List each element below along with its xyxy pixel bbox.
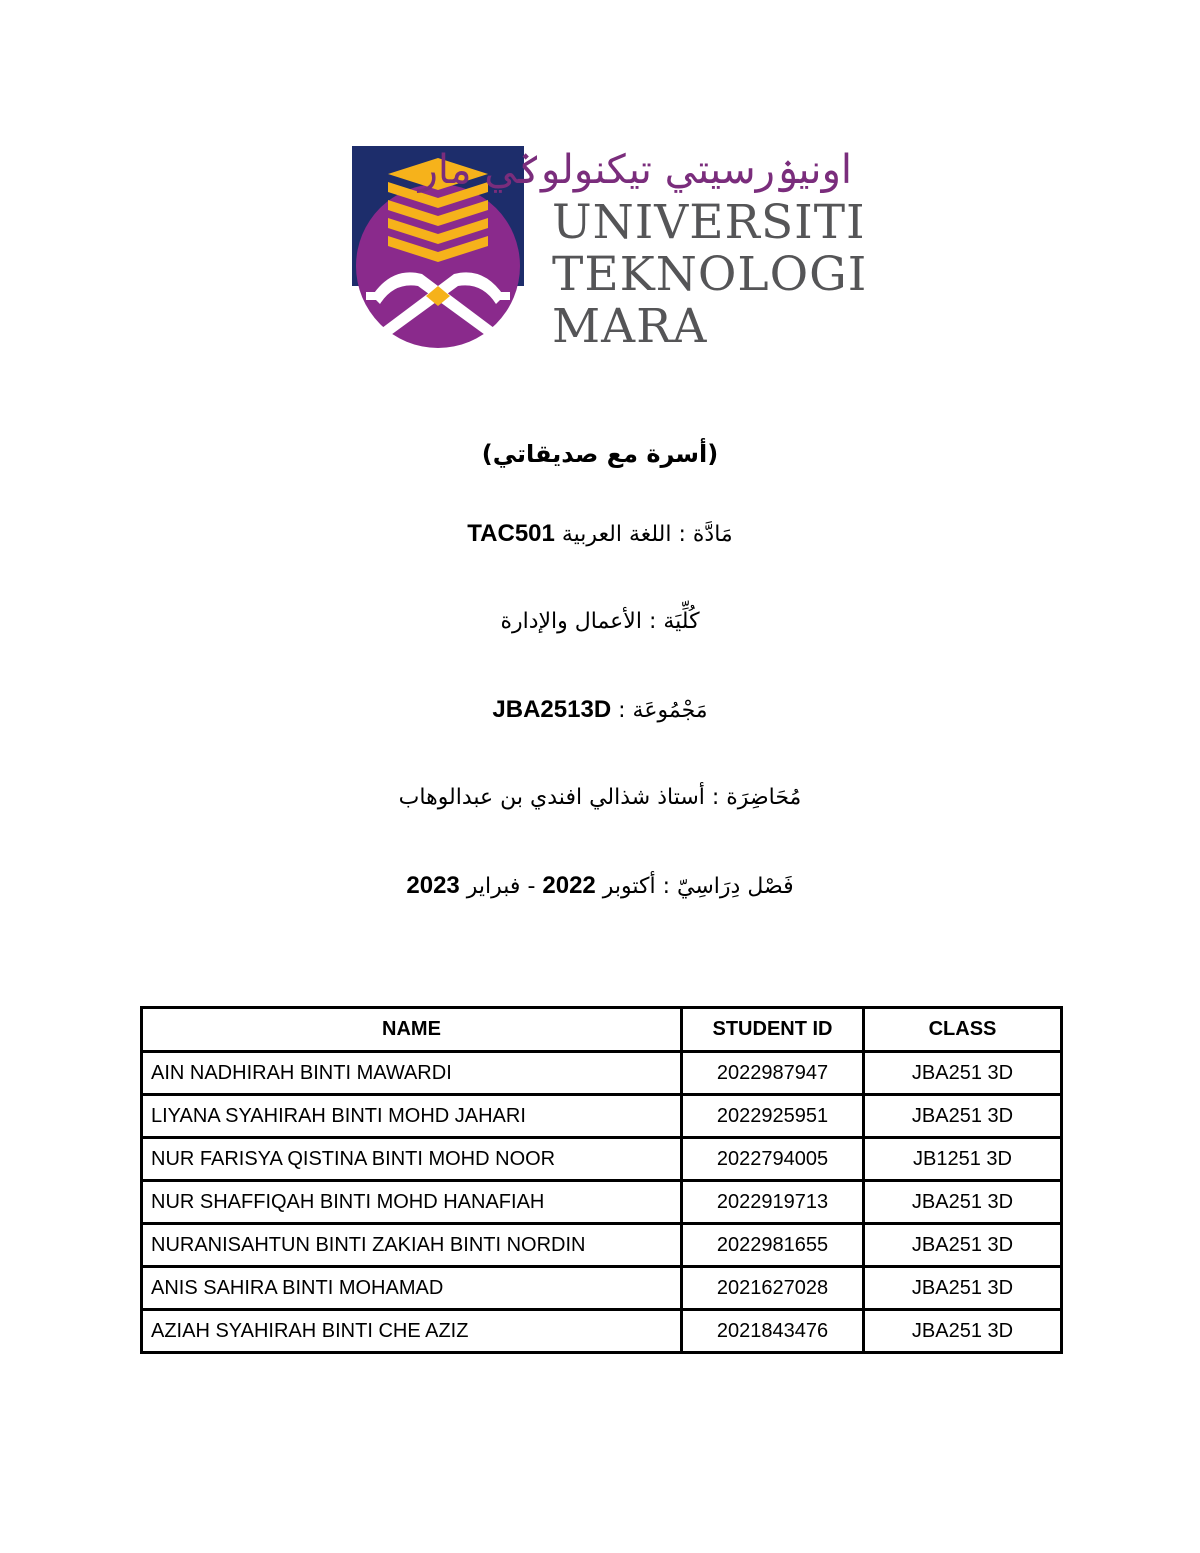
wordmark-mara: MARA (552, 299, 708, 354)
semester-separator: - فبراير (466, 874, 536, 899)
cell-student-id: 2022981655 (682, 1224, 864, 1267)
cell-class: JBA251 3D (864, 1310, 1062, 1353)
cell-student-id: 2021627028 (682, 1267, 864, 1310)
wordmark-teknologi: TEKNOLOGI (552, 247, 868, 302)
cell-name: AZIAH SYAHIRAH BINTI CHE AZIZ (142, 1310, 682, 1353)
table-row (142, 1181, 1062, 1224)
table-row (142, 1267, 1062, 1310)
table-row (142, 1224, 1062, 1267)
crest-purple-disc (356, 184, 520, 348)
cell-class: JBA251 3D (864, 1267, 1062, 1310)
cell-student-id: 2022925951 (682, 1095, 864, 1138)
header-name: NAME (142, 1008, 682, 1052)
table-header-row (142, 1008, 1062, 1052)
crest-hilt-right (496, 292, 510, 300)
cell-class: JBA251 3D (864, 1224, 1062, 1267)
header-student-id: STUDENT ID (682, 1008, 864, 1052)
table-row (142, 1138, 1062, 1181)
student-table (140, 1006, 1063, 1354)
cell-name: NUR FARISYA QISTINA BINTI MOHD NOOR (142, 1138, 682, 1181)
university-logo (352, 146, 868, 354)
cell-class: JBA251 3D (864, 1052, 1062, 1095)
cell-student-id: 2022919713 (682, 1181, 864, 1224)
document-title: (أسرة مع صديقاتي) (481, 440, 719, 468)
cell-name: NURANISAHTUN BINTI ZAKIAH BINTI NORDIN (142, 1224, 682, 1267)
subject-line (0, 516, 1200, 553)
cell-student-id: 2021843476 (682, 1310, 864, 1353)
cell-student-id: 2022794005 (682, 1138, 864, 1181)
group-label: مَجْمُوعَة : (618, 698, 708, 723)
subject-label: مَادَّة : اللغة العربية (561, 522, 733, 547)
group-line (0, 692, 1200, 729)
subject-code: TAC501 (467, 520, 555, 547)
semester-year-start: 2022 (542, 872, 596, 899)
cell-name: AIN NADHIRAH BINTI MAWARDI (142, 1052, 682, 1095)
semester-year-end: 2023 (406, 872, 460, 899)
cell-name: NUR SHAFFIQAH BINTI MOHD HANAFIAH (142, 1181, 682, 1224)
cell-name: LIYANA SYAHIRAH BINTI MOHD JAHARI (142, 1095, 682, 1138)
table-row (142, 1310, 1062, 1353)
cell-student-id: 2022987947 (682, 1052, 864, 1095)
jawi-wordmark: اونيۏرسيتي تيكنولوݢي مار (418, 147, 852, 193)
header-class: CLASS (864, 1008, 1062, 1052)
table-row (142, 1095, 1062, 1138)
group-code: JBA2513D (492, 696, 612, 723)
cell-class: JB1251 3D (864, 1138, 1062, 1181)
crest-hilt-left (366, 292, 380, 300)
cell-name: ANIS SAHIRA BINTI MOHAMAD (142, 1267, 682, 1310)
table-row (142, 1052, 1062, 1095)
wordmark-universiti: UNIVERSITI (552, 195, 866, 250)
semester-line (0, 868, 1200, 905)
semester-label: فَصْل دِرَاسِيّ : أكتوبر (602, 874, 794, 899)
faculty-line: كُلِّيَة : الأعمال والإدارة (500, 609, 700, 634)
lecturer-line: مُحَاضِرَة : أستاذ شذالي افندي بن عبدالوهاب (398, 785, 802, 810)
cell-class: JBA251 3D (864, 1181, 1062, 1224)
cell-class: JBA251 3D (864, 1095, 1062, 1138)
